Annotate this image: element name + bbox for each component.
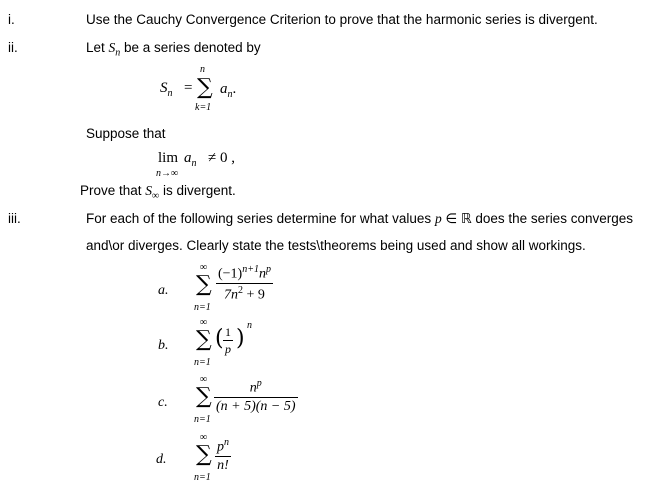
sn-term: $a_n$. [220, 81, 237, 100]
series-b-label: b. [158, 338, 169, 353]
item-iii-line1: For each of the following series determine for what values p ∈ ℝ does the series converges [86, 211, 633, 226]
series-b-right-paren: ) [236, 326, 245, 351]
series-b-sigma: ∑ [196, 327, 212, 352]
series-a-lower: n=1 [194, 302, 211, 313]
item-number-i: i. [8, 12, 15, 27]
sn-equals: = [184, 80, 193, 96]
series-a-upper: ∞ [200, 262, 208, 273]
sn-lhs: $S_n$ [160, 80, 173, 99]
series-d-denominator: n! [215, 456, 231, 474]
sn-sum-upper: n [200, 64, 205, 75]
prove-text: Prove that $S_\infty$ is divergent. [80, 183, 236, 202]
series-d-sigma: ∑ [196, 442, 212, 467]
series-a-fraction [216, 264, 273, 303]
series-b-exponent: n [247, 320, 252, 331]
series-d-label: d. [156, 452, 167, 467]
item-number-iii: iii. [8, 211, 21, 226]
series-d-lower: n=1 [194, 472, 211, 483]
series-c-numerator: $n^p$ [249, 378, 262, 396]
series-a-numerator: $(-1)^{n+1}n^p$ [218, 264, 271, 282]
series-b-left-paren: ( [215, 326, 224, 351]
sn-sigma: ∑ [197, 75, 213, 100]
series-c-upper: ∞ [200, 374, 208, 385]
lim-term: $a_n$ [184, 150, 197, 169]
series-d-upper: ∞ [200, 432, 208, 443]
series-c-fraction [214, 378, 298, 415]
series-d-fraction [215, 437, 231, 474]
series-c-sigma: ∑ [196, 384, 212, 409]
series-c-label: c. [158, 395, 168, 410]
series-c-lower: n=1 [194, 414, 211, 425]
lim-word: lim [158, 150, 179, 166]
series-b-upper: ∞ [200, 317, 208, 328]
item-number-ii: ii. [8, 40, 18, 55]
series-b-fraction: $\frac{1}{p}$ [225, 325, 231, 356]
sn-sum-lower: k=1 [195, 102, 212, 113]
series-a-label: a. [158, 283, 169, 298]
lim-under: n→∞ [156, 168, 179, 179]
series-c-denominator: (n + 5)(n − 5) [216, 398, 296, 414]
item-i-text: Use the Cauchy Convergence Criterion to prove that the harmonic series is divergent. [86, 12, 598, 27]
item-iii-line2: and\or diverges. Clearly state the tests\theorems being used and show all workings. [86, 238, 586, 253]
series-b-lower: n=1 [194, 357, 211, 368]
item-ii-text: Let $S_n$ be a series denoted by [86, 40, 261, 59]
series-a-denominator: $7n^2 + 9$ [216, 283, 273, 304]
lim-rel: ≠ 0 , [208, 150, 235, 166]
series-d-numerator: $p^n$ [217, 437, 229, 455]
suppose-text: Suppose that [86, 126, 166, 141]
series-a-sigma: ∑ [196, 272, 212, 297]
